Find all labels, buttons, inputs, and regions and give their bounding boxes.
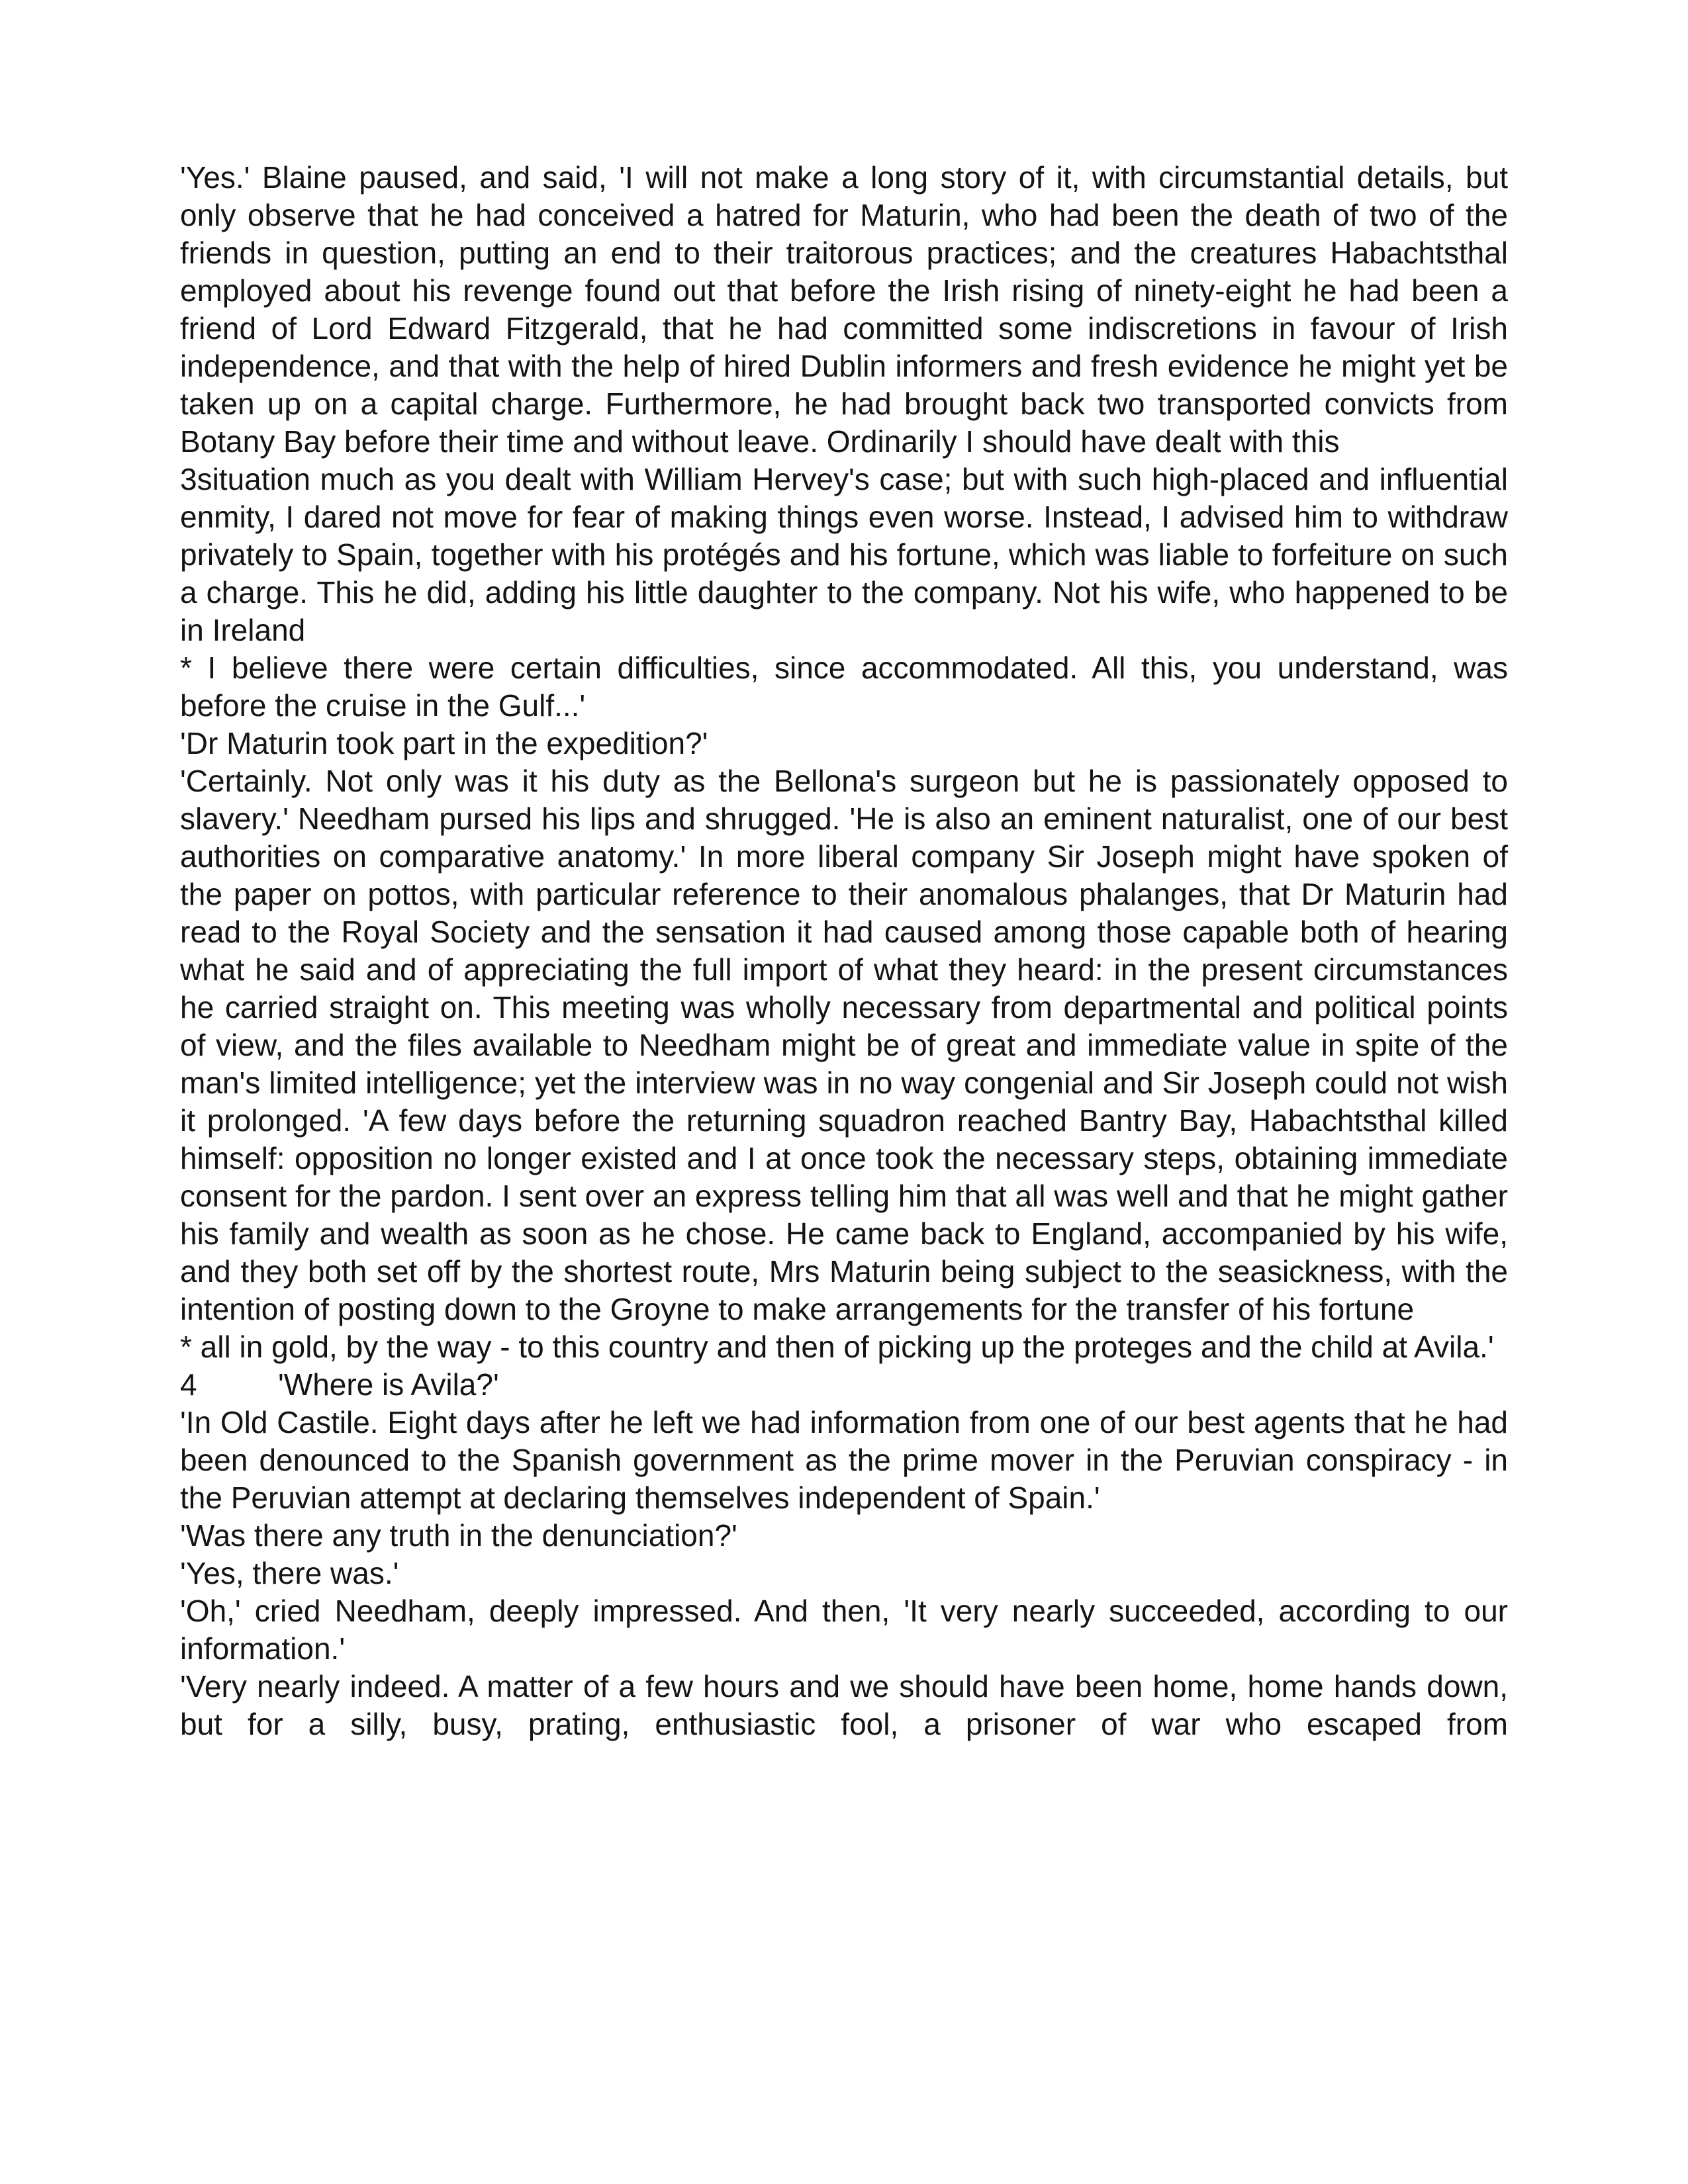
paragraph-yes-there-was: 'Yes, there was.' [180, 1556, 399, 1590]
numbered-line-text: 'Where is Avila?' [278, 1367, 499, 1402]
paragraph-expedition-question: 'Dr Maturin took part in the expedition?' [180, 726, 708, 760]
paragraph-footnote-difficulties: * I believe there were certain difficulties, since accommodated. All this, you understand, was before the cruise in the Gulf...' [180, 651, 1508, 723]
paragraph-old-castile: 'In Old Castile. Eight days after he left we had information from one of our best agents that he had been denounced to the Spanish government as the prime mover in the Peruvian conspiracy - in the Peruvian attempt at declaring themselves independent of Spain.' [180, 1405, 1508, 1515]
document-page [180, 159, 1508, 1743]
paragraph-maturin-naturalist: 'Certainly. Not only was it his duty as the Bellona's surgeon but he is passionately opposed to slavery.' Needham pursed his lips and shrugged. 'He is also an eminent naturalist, one of our best authorities on comparative anatomy.' In more liberal company Sir Joseph might have spoken of the paper on pottos, with particular reference to their anomalous phalanges, that Dr Maturin had read to the Royal Society and the sensation it had caused among those capable both of hearing what he said and of appreciating the full import of what they heard: in the present circumstances he carried straight on. This meeting was wholly necessary from departmental and political points of view, and the files available to Needham might be of great and immediate value in spite of the man's limited intelligence; yet the interview was in no way congenial and Sir Joseph could not wish it prolonged. 'A few days before the returning squadron reached Bantry Bay, Habachtsthal killed himself: opposition no longer existed and I at once took the necessary steps, obtaining immediate consent for the pardon. I sent over an express telling him that all was well and that he might gather his family and wealth as soon as he chose. He came back to England, accompanied by his wife, and they both set off by the shortest route, Mrs Maturin being subject to the seasickness, with the intention of posting down to the Groyne to make arrangements for the transfer of his fortune [180, 764, 1508, 1326]
paragraph-withdraw-to-spain: 3situation much as you dealt with William Hervey's case; but with such high-placed and influential enmity, I dared not move for fear of making things even worse. Instead, I advised him to withdraw privately to Spain, together with his protégés and his fortune, which was liable to forfeiture on such a charge. This he did, adding his little daughter to the company. Not his wife, who happened to be in Ireland [180, 462, 1508, 647]
page-number-marker: 4 [180, 1367, 197, 1402]
paragraph-footnote-gold: * all in gold, by the way - to this country and then of picking up the proteges and the child at Avila.' [180, 1330, 1494, 1364]
numbered-line [180, 1366, 1508, 1404]
paragraph-truth-question: 'Was there any truth in the denunciation?' [180, 1518, 737, 1553]
paragraph-needham-impressed: 'Oh,' cried Needham, deeply impressed. And then, 'It very nearly succeeded, according to our information.' [180, 1594, 1508, 1666]
paragraph-very-nearly: 'Very nearly indeed. A matter of a few hours and we should have been home, home hands down, but for a silly, busy, prating, enthusiastic fool, a prisoner of war who escaped from [180, 1669, 1508, 1741]
paragraph-blaine-hatred: 'Yes.' Blaine paused, and said, 'I will not make a long story of it, with circumstantial details, but only observe that he had conceived a hatred for Maturin, who had been the death of two of the friends in question, putting an end to their traitorous practices; and the creatures Habachtsthal employed about his revenge found out that before the Irish rising of ninety-eight he had been a friend of Lord Edward Fitzgerald, that he had committed some indiscretions in favour of Irish independence, and that with the help of hired Dublin informers and fresh evidence he might yet be taken up on a capital charge. Furthermore, he had brought back two transported convicts from Botany Bay before their time and without leave. Ordinarily I should have dealt with this [180, 160, 1508, 459]
